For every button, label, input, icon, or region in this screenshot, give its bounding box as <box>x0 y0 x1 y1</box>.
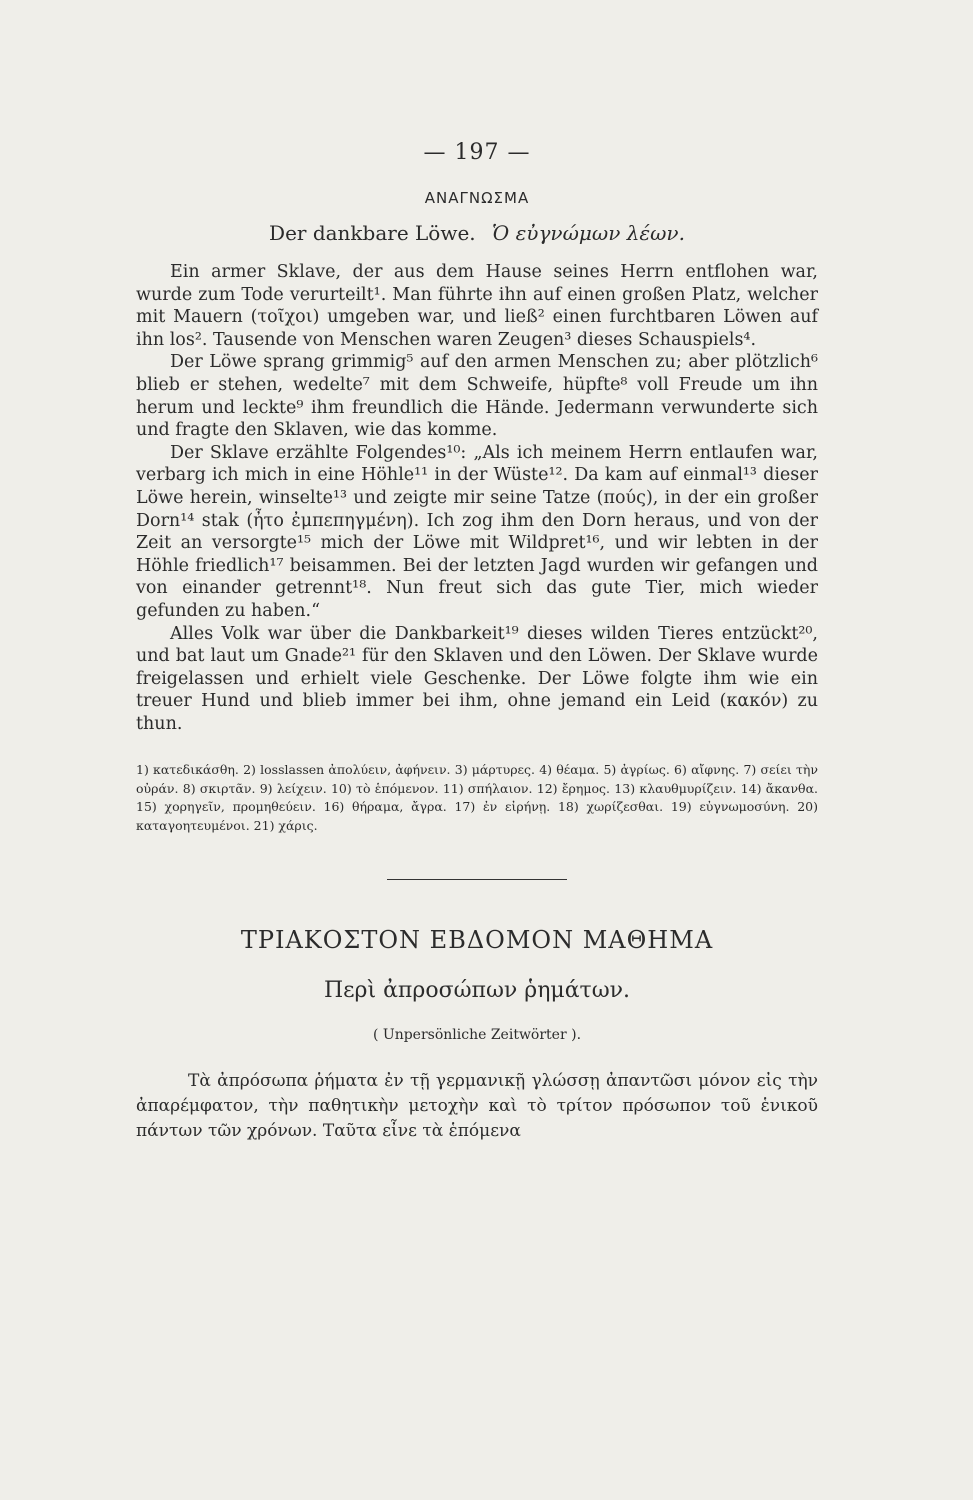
story-paragraph-3: Der Sklave erzählte Folgendes¹⁰: „Als ich meinem Herrn entlaufen war, verbarg ich mich in eine Höhle¹¹ in der Wüste¹². Da kam auf einmal¹³ dieser Löwe herein, winselte¹³ und zeigte mir seine Tatze (πούς), in der ein großer Dorn¹⁴ stak (ἦτο ἐμπεπηγμένη). Ich zog ihm den Dorn heraus, und von der Zeit an versorgte¹⁵ mich der Löwe mit Wildpret¹⁶, und wir lebten in der Höhle friedlich¹⁷ beisammen. Bei der letzten Jagd wurden wir gefangen und von einander getrennt¹⁸. Nun freut sich das gute Tier, mich wieder gefunden zu haben.“ <box>136 442 818 621</box>
reading-heading: ΑΝΑΓΝΩΣΜΑ <box>424 189 530 207</box>
lesson-note: ( Unpersönliche Zeitwörter ). <box>372 1027 582 1044</box>
section-divider <box>387 879 567 880</box>
lesson-title: ΤΡΙΑΚΟΣΤΟΝ ΕΒΔΟΜΟΝ ΜΑΘΗΜΑ <box>240 926 714 955</box>
lesson-subtitle: Περὶ ἀπροσώπων ῥημάτων. <box>323 978 631 1004</box>
book-page <box>136 140 818 1144</box>
story-title <box>136 221 818 245</box>
lesson-text: Τὰ ἀπρόσωπα ῥήματα ἐν τῇ γερμανικῇ γλώσσῃ ἀπαντῶσι μόνον εἰς τὴν ἀπαρέμφατον, τὴν παθητικὴν μετοχὴν καὶ τὸ τρίτον πρόσωπον τοῦ ἑνικοῦ πάντων τῶν χρόνων. Ταῦτα εἶνε τὰ ἑπόμενα <box>136 1071 818 1142</box>
page-number: — 197 — <box>423 140 531 165</box>
story-paragraph-1: Ein armer Sklave, der aus dem Hause seines Herrn entflohen war, wurde zum Tode verurteilt¹. Man führte ihn auf einen großen Platz, welcher mit Mauern (τοῖχοι) umgeben war, und ließ² einen furchtbaren Löwen auf ihn los². Tausende von Menschen waren Zeugen³ dieses Schauspiels⁴. <box>136 262 818 350</box>
story-title-german: Der dankbare Löwe. <box>269 221 476 245</box>
story-text <box>136 261 818 735</box>
story-paragraph-4: Alles Volk war über die Dankbarkeit¹⁹ dieses wilden Tieres entzückt²⁰, und bat laut um Gnade²¹ für den Sklaven und den Löwen. Der Sklave wurde freigelassen und erhielt viele Geschenke. Der Löwe folgte ihm wie ein treuer Hund und blieb immer bei ihm, ohne jemand ein Leid (κακόν) zu thun. <box>136 623 818 734</box>
footnotes: 1) κατεδικάσθη. 2) losslassen ἀπολύειν, ἀφήνειν. 3) μάρτυρες. 4) θέαμα. 5) ἀγρίως. 6) αἴφνης. 7) σείει τὴν οὐράν. 8) σκιρτᾶν. 9) λείχειν. 10) τὸ ἑπόμενον. 11) σπήλαιον. 12) ἔρημος. 13) κλαυθμυρίζειν. 14) ἄκανθα. 15) χορηγεῖν, προμηθεύειν. 16) θήραμα, ἄγρα. 17) ἐν εἰρήνῃ. 18) χωρίζεσθαι. 19) εὐγνωμοσύνη. 20) καταγοητευμένοι. 21) χάρις. <box>136 762 818 833</box>
story-paragraph-2: Der Löwe sprang grimmig⁵ auf den armen Menschen zu; aber plötzlich⁶ blieb er stehen, wedelte⁷ mit dem Schweife, hüpfte⁸ voll Freude um ihn herum und leckte⁹ ihm freundlich die Hände. Jedermann verwunderte sich und fragte den Sklaven, wie das komme. <box>136 352 818 441</box>
story-title-greek: Ὁ εὐγνώμων λέων. <box>492 221 685 245</box>
